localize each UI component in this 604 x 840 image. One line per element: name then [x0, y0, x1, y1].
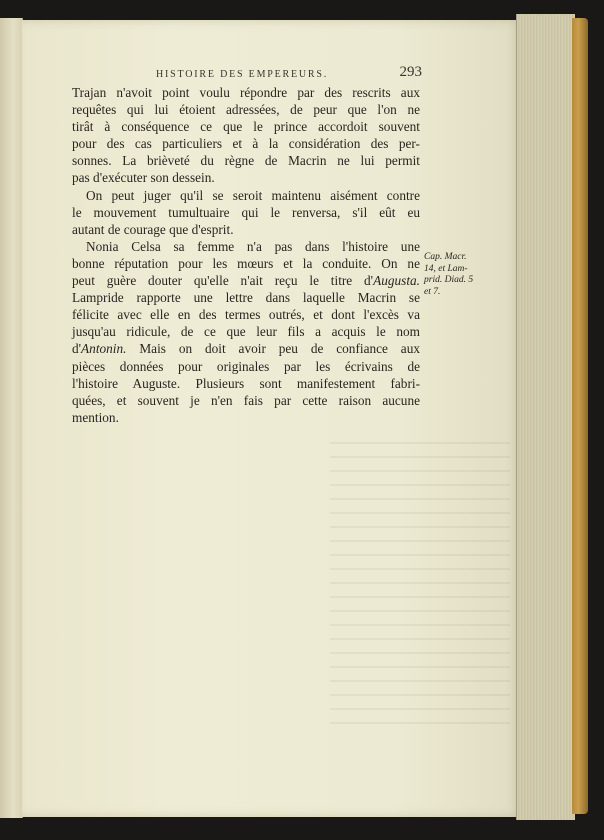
text-block [72, 64, 420, 426]
text-line: bonne réputation pour les mœurs et la conduite. On ne [72, 255, 420, 271]
page-number: 293 [399, 64, 422, 80]
margin-note-line: 14, et Lam- [424, 263, 468, 274]
running-title: HISTOIRE DES EMPEREURS. [156, 69, 329, 80]
margin-note-line: et 7. [424, 286, 441, 297]
book-cover-edge [572, 18, 588, 814]
text-line: le mouvement tumultuaire qui le renversa, s'il eût eu [72, 204, 420, 220]
text-line: sonnes. La brièveté du règne de Macrin ne lui permit [72, 153, 420, 169]
text-line: pour des cas particuliers et à la considération des per- [72, 136, 420, 152]
text-line: Lampride rapporte une lettre dans laquelle Macrin se [72, 290, 420, 306]
text-line: quées, et souvent je n'en fais par cette raison aucune [72, 392, 420, 408]
body-text [72, 84, 420, 426]
text-line: requêtes qui lui étoient adressées, de peur que l'on ne [72, 102, 420, 118]
margin-note [424, 252, 488, 298]
paragraph [72, 187, 420, 238]
running-header [72, 64, 420, 84]
italic-term: Antonin. [81, 341, 127, 357]
text-line: Nonia Celsa sa femme n'a pas dans l'histoire une [86, 238, 420, 254]
text-line: pas d'exécuter son dessein. [72, 170, 215, 186]
text-line: pièces données pour originales par les écrivains de [72, 358, 420, 374]
text-line: peut guère douter qu'elle n'ait reçu le titre d'Augusta. [72, 273, 420, 289]
previous-page-edge [0, 18, 23, 818]
text-line: tirât à conséquence ce que le prince accordoit souvent [72, 119, 420, 135]
paragraph [72, 238, 420, 426]
margin-note-line: Cap. Macr. [424, 252, 467, 262]
text-line: l'histoire Auguste. Plusieurs sont manifestement fabri- [72, 375, 420, 391]
text-line: jusqu'au ridicule, de ce que leur fils a acquis le nom [72, 324, 420, 340]
italic-term: Augusta. [373, 273, 420, 289]
text-line: félicite avec elle en des termes outrés, et dont l'excès va [72, 307, 420, 323]
text-line: d'Antonin. Mais on doit avoir peu de confiance aux [72, 341, 420, 357]
text-line: On peut juger qu'il se seroit maintenu aisément contre [86, 187, 420, 203]
text-line: Trajan n'avoit point voulu répondre par des rescrits aux [72, 85, 420, 100]
show-through-text [330, 430, 510, 730]
page-edges [516, 14, 575, 820]
paragraph [72, 84, 420, 187]
margin-note-line: prid. Diad. 5 [424, 275, 474, 285]
text-line: mention. [72, 409, 119, 425]
text-line: autant de courage que d'esprit. [72, 221, 234, 237]
